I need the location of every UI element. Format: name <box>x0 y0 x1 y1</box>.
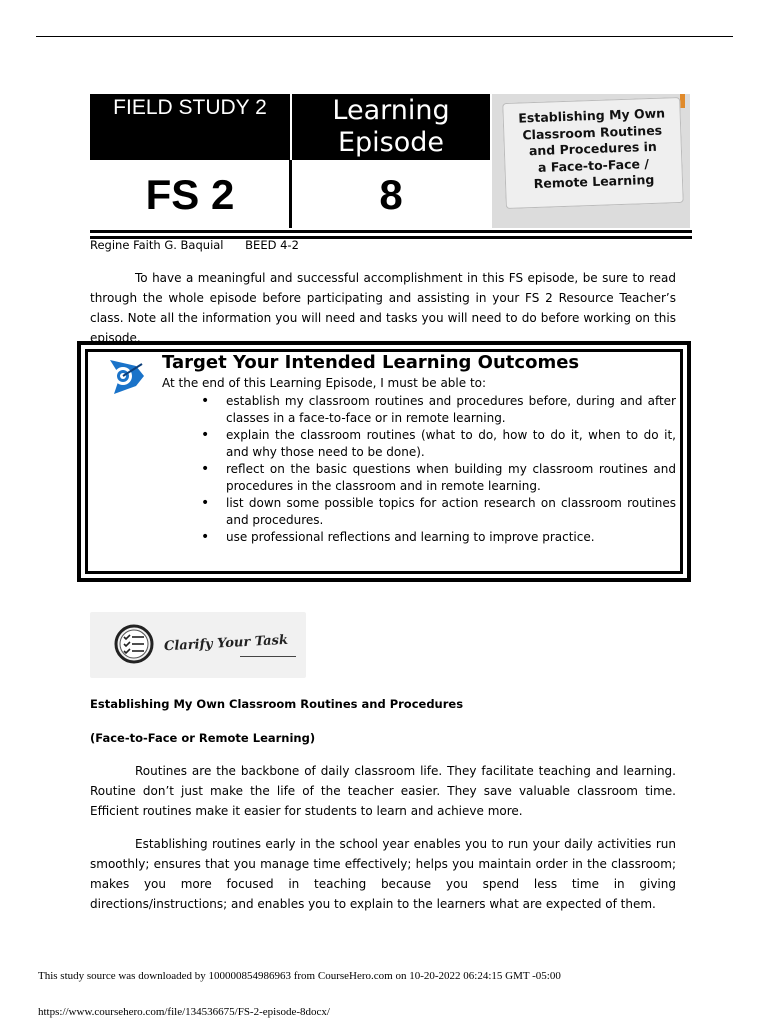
outcome-item: • use professional reflections and learning to improve practice. <box>201 529 676 546</box>
outcome-item: • explain the classroom routines (what to do, how to do it, when to do it, and why those need to be done). <box>201 427 676 461</box>
episode-header-table <box>90 94 692 228</box>
episode-number-cell: 8 <box>379 171 403 218</box>
author-course: BEED 4-2 <box>245 238 299 252</box>
clarify-task-banner <box>90 612 306 678</box>
episode-label-line1: Learning <box>332 95 450 126</box>
establishing-routines-paragraph: Establishing routines early in the school year enables you to run your daily activities run smoothly; ensures that you manage time effectively; helps you maintain order in the classroom; makes you more focused in teaching because you spend less time in giving directions/instructions; and enables you to explain to the learners what are expected of them. <box>90 837 676 911</box>
clarify-task-label: Clarify Your Task <box>163 632 289 655</box>
episode-label-cell <box>292 94 490 160</box>
outcome-item: • establish my classroom routines and procedures before, during and after classes in a face-to-face or in remote learning. <box>201 393 676 427</box>
outcomes-list <box>201 393 676 546</box>
episode-title-line: Establishing My Own <box>518 105 666 126</box>
header-rule-top <box>90 230 692 233</box>
outcome-item: • reflect on the basic questions when building my classroom routines and procedures in the classroom and in remote learning. <box>201 461 676 495</box>
routines-paragraph: Routines are the backbone of daily classroom life. They facilitate teaching and learning. Routine don’t just make the life of the teacher easier. They save valuable classroom time. Efficient routines make it easier for students to learn and achieve more. <box>90 764 676 818</box>
section-subheading: (Face-to-Face or Remote Learning) <box>90 731 316 745</box>
episode-title-image <box>492 94 690 228</box>
episode-title-line: Classroom Routines <box>522 122 663 142</box>
download-note: This study source was downloaded by 100000854986963 from CourseHero.com on 10-20-2022 06:24:15 GMT -05:00 <box>38 970 561 982</box>
episode-title-card <box>502 97 684 209</box>
course-code-cell: FS 2 <box>145 171 235 218</box>
author-name: Regine Faith G. Baquial <box>90 238 224 252</box>
target-icon <box>106 356 146 396</box>
episode-title-line: and Procedures in <box>528 138 658 159</box>
episode-title-line: Remote Learning <box>533 171 655 192</box>
outcome-item: • list down some possible topics for action research on classroom routines and procedures. <box>201 495 676 529</box>
program-cell: FIELD STUDY 2 <box>90 94 290 160</box>
checklist-icon <box>114 624 154 664</box>
intro-paragraph: To have a meaningful and successful accomplishment in this FS episode, be sure to read through the whole episode before participating and assisting in your FS 2 Resource Teacher’s class. Note all the information you will need and tasks you will need to do before working on this episode. <box>90 271 676 345</box>
clarify-underline <box>240 656 296 657</box>
image-tab-decoration <box>680 94 685 108</box>
outcomes-intro: At the end of this Learning Episode, I must be able to: <box>162 376 487 390</box>
episode-label-line2: Episode <box>337 127 445 158</box>
episode-title-line: a Face-to-Face / <box>537 155 650 175</box>
top-rule <box>36 36 733 37</box>
author-line <box>90 238 299 252</box>
outcomes-title: Target Your Intended Learning Outcomes <box>162 352 580 373</box>
section-heading: Establishing My Own Classroom Routines and Procedures <box>90 697 464 711</box>
source-url[interactable]: https://www.coursehero.com/file/134536675/FS-2-episode-8docx/ <box>38 1006 330 1018</box>
